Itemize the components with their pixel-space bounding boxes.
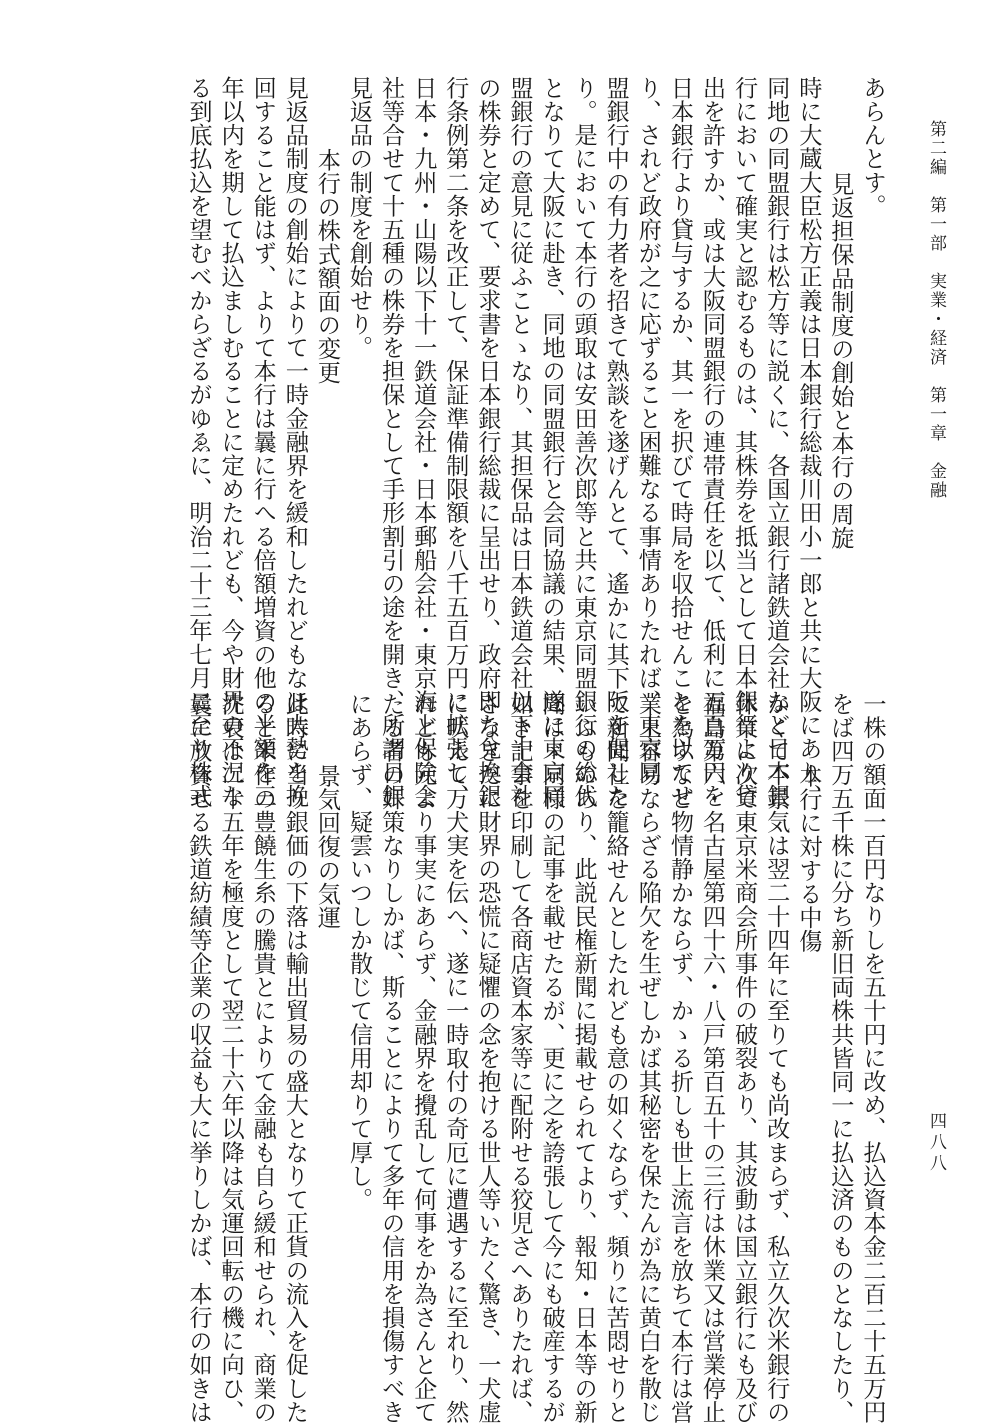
- text-line: の株券と定めて、要求書を日本銀行総裁に呈出せり、政府即ち兌換銀: [473, 76, 501, 808]
- text-line: いふものあり、此説民権新聞に掲載せられてより、報知・日本等の新: [570, 692, 598, 1424]
- section-heading: 本行の株式額面の変更: [313, 148, 341, 384]
- section-heading: 景気回復の気運: [313, 764, 341, 930]
- text-line: 見返品制度の創始によりて一時金融界を緩和したれどもなほ大勢を挽: [281, 76, 309, 808]
- text-line: 出を許すか、或は大阪同盟銀行の連帯責任を以て、低利に五百万円を: [698, 76, 726, 808]
- text-line: 盟銀行中の有力者を招きて熟談を遂げんとて、遙かに其下阪を促した: [602, 76, 630, 808]
- text-line: 行条例第二条を改正して、保証準備制限額を八千五百万円に拡張し、: [441, 76, 469, 808]
- text-line: 曩に放資せる鉄道紡績等企業の収益も大に挙りしかば、本行の如きは: [185, 692, 213, 1424]
- text-line: さなきだに財界の恐慌に疑懼の念を抱ける世人等いたく驚き、一犬虚: [473, 692, 501, 1424]
- text-line: 日本・九州・山陽以下十一鉄道会社・日本郵船会社・東京海上保険会: [409, 76, 437, 808]
- text-line: 見返品の制度を創始せり。: [345, 76, 373, 360]
- text-line: 回すること能はず、よりて本行は曩に行へる倍額増資の他の半額を三: [249, 76, 277, 808]
- text-line: 福島第六・名古屋第四十六・八戸第百五十の三行は休業又は営業停止: [698, 692, 726, 1424]
- text-line: て新聞社を籠絡せんとしたれども意の如くならず、頻りに苦悶せりと: [602, 692, 630, 1424]
- text-line: かくて不景気は翌二十四年に至りても尚改まらず、私立久次米銀行の: [762, 692, 790, 1424]
- text-line: 聞はゞ同様の記事を載せたるが、更に之を誇張して今にも破産するが: [538, 692, 566, 1424]
- text-line: 日本銀行より貸与するか、其一を択びて時局を収拾せんことを以てせ: [666, 76, 694, 808]
- text-line: 如き記事を印刷して各商店資本家等に配附せる狡児さへありたれば、: [505, 692, 533, 1424]
- text-line: にあらず、疑雲いつしか散じて信用却りて厚し。: [345, 692, 373, 1212]
- text-line: 此時に当り銀価の下落は輸出貿易の盛大となりて正貨の流入を促した: [281, 692, 309, 1424]
- running-head: 第二編 第一部 実業・経済 第一章 金融: [926, 120, 946, 500]
- text-line: たる者の奸策なりしかば、斯ることによりて多年の信用を損傷すべき: [377, 692, 405, 1424]
- text-line: 業上容易ならざる陥欠を生ぜしかば其秘密を保たんが為に黄白を散じ: [634, 692, 662, 1424]
- text-line: ると米作の豊饒生糸の騰貴とによりて金融も自ら緩和せられ、商業の: [249, 692, 277, 1424]
- text-line: 沈衰は二十五年を極度として翌二十六年以降は気運回転の機に向ひ、: [217, 692, 245, 1424]
- text-line: り。是において本行の頭取は安田善次郎等と共に東京同盟銀行の総代: [570, 76, 598, 808]
- text-line: あらんとす。: [859, 76, 886, 218]
- text-line: を為すなど物情静かならず、かゝる折しも世上流言を放ちて本行は営: [666, 692, 694, 1424]
- text-line: 年以内を期して払込ましむることに定めたれども、今や財界の不況な: [217, 76, 245, 808]
- text-line: となりて大阪に赴き、同地の同盟銀行と会同協議の結果、遂に東京同: [538, 76, 566, 808]
- text-line: 休業に次で東京米商会所事件の破裂あり、其波動は国立銀行にも及び: [730, 692, 758, 1424]
- text-line: 同地の同盟銀行は松方等に説くに、各国立銀行諸鉄道会社など日本銀: [762, 76, 790, 808]
- text-line: 行において確実と認むるものは、其株券を抵当として日本銀行より貸: [730, 76, 758, 808]
- page-number: 四八八: [926, 1112, 946, 1175]
- text-line: 時に大蔵大臣松方正義は日本銀行総裁川田小一郎と共に大阪にあり、: [794, 76, 822, 808]
- text-line: れども元より事実にあらず、金融界を攪乱して何事をか為さんと企て: [409, 692, 437, 1424]
- section-heading: 本行に対する中傷: [794, 764, 822, 953]
- upper-text-block: [128, 76, 888, 808]
- section-heading: 見返担保品制度の創始と本行の周旋: [826, 172, 854, 550]
- text-line: り、されど政府が之に応ずること困難なる事情ありたれば、東京同: [634, 76, 662, 784]
- text-line: 盟銀行の意見に従ふことゝなり、其担保品は日本鉄道会社以下十会社: [505, 76, 533, 808]
- text-line: に吠えて万犬実を伝へ、遂に一時取付の奇厄に遭遇するに至れり、然: [441, 692, 469, 1424]
- text-line: をば四万五千株に分ち新旧両株共皆同一に払込済のものとなしたり、: [826, 692, 854, 1424]
- text-line: 社等合せて十五種の株券を担保として手形割引の途を開き、所謂日銀: [377, 76, 405, 808]
- lower-text-block: [128, 692, 888, 1424]
- text-line: 一株の額面一百円なりしを五十円に改め、払込資本金二百二十五万円: [859, 692, 886, 1424]
- text-line: る到底払込を望むべからざるがゆゑに、明治二十三年七月に至り株式: [185, 76, 213, 808]
